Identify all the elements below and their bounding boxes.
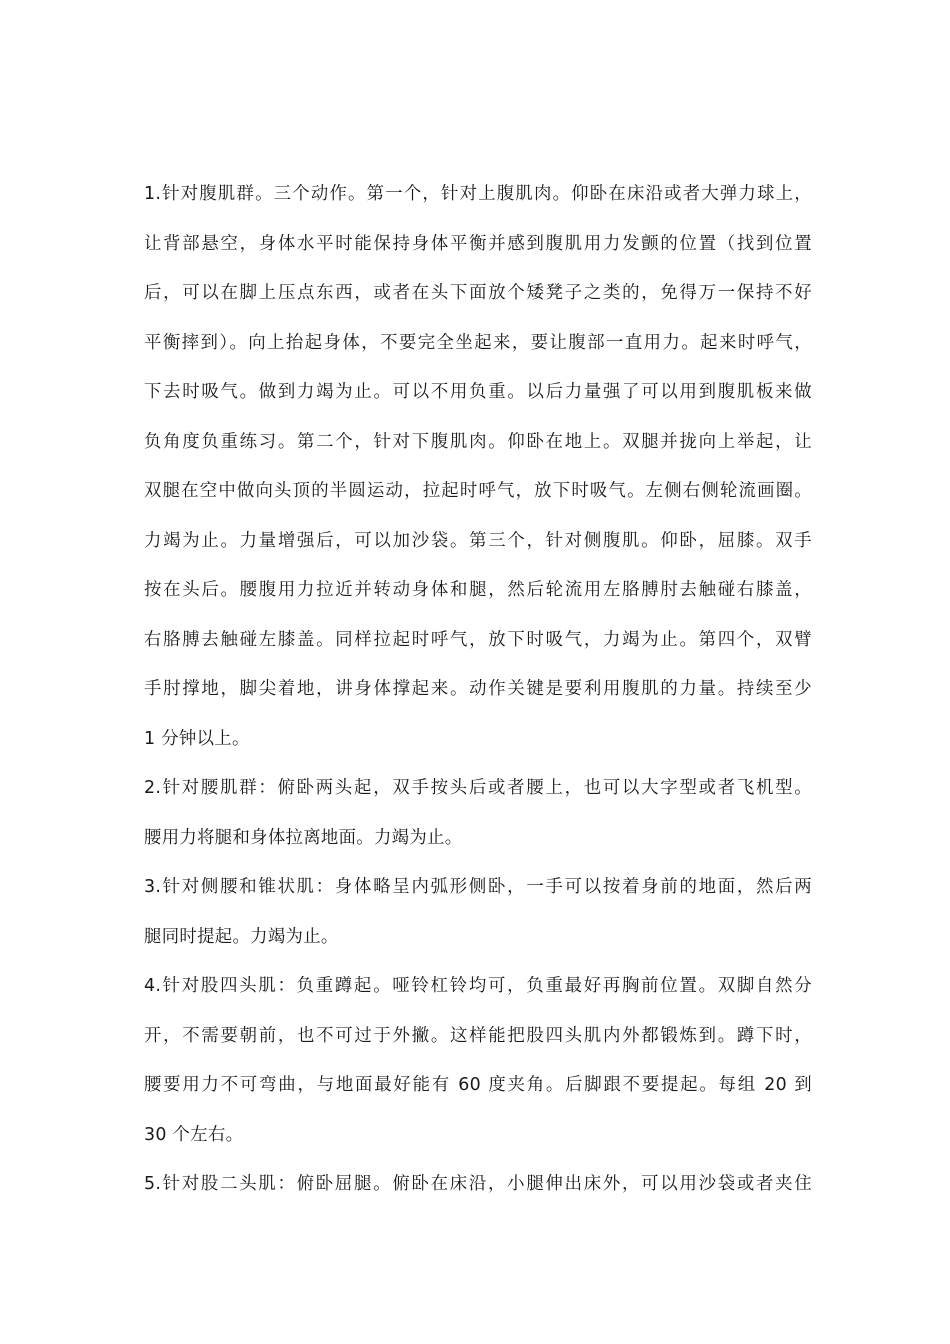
text-line: 力竭为止。力量增强后，可以加沙袋。第三个，针对侧腹肌。仰卧，屈膝。双手: [144, 530, 812, 551]
document-body: [144, 170, 812, 1210]
text-line: 1 分钟以上。: [144, 728, 250, 749]
text-line: 腿同时提起。力竭为止。: [144, 926, 339, 947]
text-line: 双腿在空中做向头顶的半圆运动，拉起时呼气，放下时吸气。左侧右侧轮流画圈。: [144, 481, 812, 501]
text-line: 下去时吸气。做到力竭为止。可以不用负重。以后力量强了可以用到腹肌板来做: [144, 382, 812, 402]
text-line: 开，不需要朝前，也不可过于外撇。这样能把股四头肌内外都锻炼到。蹲下时，: [144, 1025, 812, 1046]
paragraph-2: [144, 764, 812, 863]
text-line: 右胳膊去触碰左膝盖。同样拉起时呼气，放下时吸气，力竭为止。第四个，双臂: [144, 629, 812, 650]
paragraph-4: [144, 962, 812, 1160]
text-line: 让背部悬空，身体水平时能保持身体平衡并感到腹肌用力发颤的位置（找到位置: [144, 233, 812, 254]
text-line: 4.针对股四头肌：负重蹲起。哑铃杠铃均可，负重最好再胸前位置。双脚自然分: [144, 976, 812, 996]
text-line: 3.针对侧腰和锥状肌：身体略呈内弧形侧卧，一手可以按着身前的地面，然后两: [144, 877, 812, 897]
text-line: 手肘撑地，脚尖着地，讲身体撑起来。动作关键是要利用腹肌的力量。持续至少: [144, 679, 812, 699]
text-line: 按在头后。腰腹用力拉近并转动身体和腿，然后轮流用左胳膊肘去触碰右膝盖，: [144, 580, 812, 600]
text-line: 腰用力将腿和身体拉离地面。力竭为止。: [144, 827, 463, 848]
text-line: 负角度负重练习。第二个，针对下腹肌肉。仰卧在地上。双腿并拢向上举起，让: [144, 431, 812, 452]
paragraph-1: [144, 170, 812, 764]
paragraph-3: [144, 863, 812, 962]
text-line: 2.针对腰肌群：俯卧两头起，双手按头后或者腰上，也可以大字型或者飞机型。: [144, 778, 812, 798]
text-line: 30 个左右。: [144, 1124, 244, 1145]
paragraph-5: [144, 1160, 812, 1210]
text-line: 1.针对腹肌群。三个动作。第一个，针对上腹肌肉。仰卧在床沿或者大弹力球上，: [144, 184, 812, 204]
text-line: 后，可以在脚上压点东西，或者在头下面放个矮凳子之类的，免得万一保持不好: [144, 283, 812, 303]
text-line: 腰要用力不可弯曲，与地面最好能有 60 度夹角。后脚跟不要提起。每组 20 到: [144, 1075, 812, 1095]
text-line: 5.针对股二头肌：俯卧屈腿。俯卧在床沿，小腿伸出床外，可以用沙袋或者夹住: [144, 1174, 812, 1194]
text-line: 平衡摔到）。向上抬起身体，不要完全坐起来，要让腹部一直用力。起来时呼气，: [144, 332, 812, 353]
